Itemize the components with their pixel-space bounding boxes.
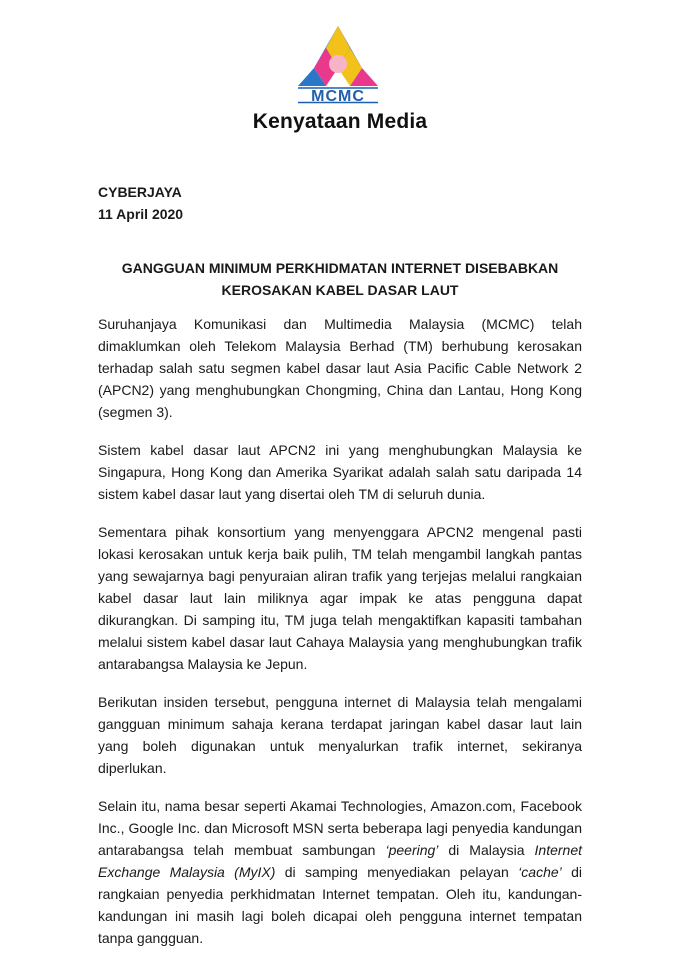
headline [60, 257, 620, 301]
paragraph-5-part-2: di Malaysia [438, 842, 535, 858]
mcmc-logo [284, 24, 392, 104]
headline-line-1: GANGGUAN MINIMUM PERKHIDMATAN INTERNET DISEBABKAN [121, 260, 559, 276]
paragraph-5-italic-2: Internet Exchange Malaysia (MyIX) [98, 842, 582, 880]
paragraph-5-italic-1: ‘peering’ [385, 842, 439, 858]
paragraph-5 [98, 795, 582, 949]
paragraph-3: Sementara pihak konsortium yang menyenggara APCN2 mengenal pasti lokasi kerosakan untuk kerja baik pulih, TM telah mengambil langkah pantas yang sewajarnya bagi penyuraian aliran trafik yang terjejas melalui rangkaian kabel dasar laut lain miliknya agar impak ke atas pengguna dapat dikurangkan. Di samping itu, TM juga telah mengaktifkan kapasiti tambahan melalui sistem kabel dasar laut Cahaya Malaysia yang menghubungkan trafik antarabangsa Malaysia ke Jepun. [98, 524, 582, 672]
body-text [98, 313, 582, 965]
paragraph-1: Suruhanjaya Komunikasi dan Multimedia Malaysia (MCMC) telah dimaklumkan oleh Telekom Malaysia Berhad (TM) berhubung kerosakan terhadap salah satu segmen kabel dasar laut Asia Pacific Cable Network 2 (APCN2) yang menghubungkan Chongming, China dan Lantau, Hong Kong (segmen 3). [98, 316, 582, 420]
dateline [98, 181, 183, 225]
paragraph-5-italic-3: ‘cache’ [518, 864, 562, 880]
dateline-place: CYBERJAYA [98, 184, 182, 200]
headline-line-2: KEROSAKAN KABEL DASAR LAUT [221, 282, 459, 298]
logo-text: MCMC [311, 88, 365, 104]
paragraph-4: Berikutan insiden tersebut, pengguna internet di Malaysia telah mengalami gangguan minimum sahaja kerana terdapat jaringan kabel dasar laut lain yang boleh digunakan untuk menyalurkan trafik internet, sekiranya diperlukan. [98, 694, 582, 776]
paragraph-5-part-1: Selain itu, nama besar seperti Akamai Technologies, Amazon.com, Facebook Inc., Google Inc. dan Microsoft MSN serta beberapa lagi penyedia kandungan antarabangsa telah membuat sambungan [98, 798, 582, 858]
dateline-date: 11 April 2020 [98, 206, 184, 222]
paragraph-5-part-4: di rangkaian penyedia perkhidmatan Internet tempatan. Oleh itu, kandungan-kandungan ini masih lagi boleh dicapai oleh pengguna internet tempatan tanpa gangguan. [98, 864, 582, 946]
document-title: Kenyataan Media [252, 110, 428, 133]
paragraph-5-part-3: di samping menyediakan pelayan [275, 864, 519, 880]
paragraph-2: Sistem kabel dasar laut APCN2 ini yang menghubungkan Malaysia ke Singapura, Hong Kong dan Amerika Syarikat adalah salah satu daripada 14 sistem kabel dasar laut yang disertai oleh TM di seluruh dunia. [98, 442, 582, 502]
